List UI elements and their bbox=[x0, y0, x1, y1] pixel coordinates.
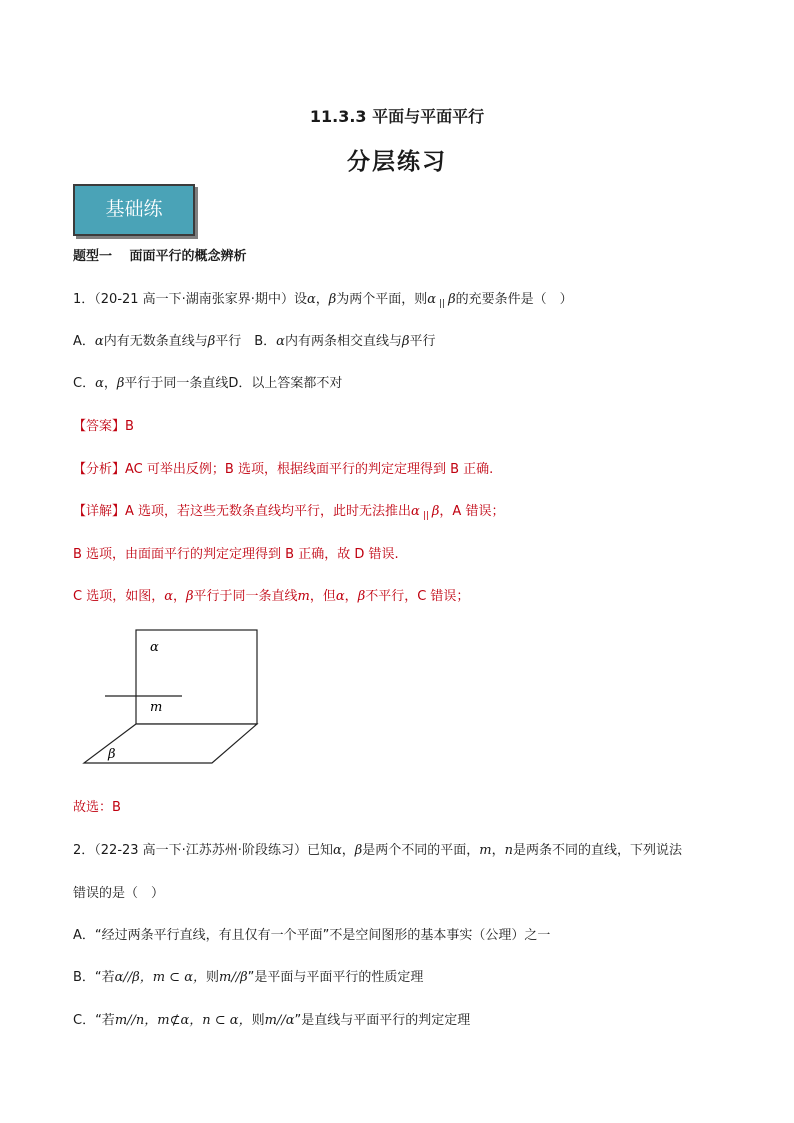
level-badge: 基础练 bbox=[73, 184, 195, 236]
q2-stem: 2．（22-23 高一下·江苏苏州·阶段练习）已知α，β是两个不同的平面，m，n是两条不同的直线，下列说法 bbox=[73, 843, 683, 858]
question-type-name: 面面平行的概念辨析 bbox=[129, 249, 247, 264]
q1-analysis: 【分析】AC 可举出反例；B 选项，根据线面平行的判定定理得到 B 正确. bbox=[73, 462, 494, 477]
q2-stem-line2: 错误的是（ ） bbox=[73, 886, 165, 901]
figure-m-label: m bbox=[150, 700, 163, 715]
q1-options-cd: C．α，β平行于同一条直线D．以上答案都不对 bbox=[73, 376, 343, 391]
q1-detail-b: B 选项，由面面平行的判定定理得到 B 正确，故 D 错误. bbox=[73, 547, 399, 562]
planes-figure bbox=[70, 620, 270, 770]
q1-choose: 故选：B bbox=[73, 800, 121, 815]
figure-alpha-label: α bbox=[150, 640, 159, 655]
q1-answer: 【答案】B bbox=[73, 419, 134, 434]
page-subtitle: 分层练习 bbox=[347, 149, 447, 175]
q2-option-b: B．“若α//β，m ⊂ α，则m//β”是平面与平面平行的性质定理 bbox=[73, 970, 424, 985]
question-type-heading bbox=[73, 245, 247, 264]
q2-option-a: A．“经过两条平行直线，有且仅有一个平面”不是空间图形的基本事实（公理）之一 bbox=[73, 928, 551, 943]
q1-detail-a: 【详解】A 选项，若这些无数条直线均平行，此时无法推出α $_{||}$ β，A 错误； bbox=[73, 504, 505, 521]
q1-options-ab: A．α内有无数条直线与β平行 B．α内有两条相交直线与β平行 bbox=[73, 334, 436, 349]
q1-stem: 1．（20-21 高一下·湖南张家界·期中）设α，β为两个平面，则α $_{||}$ β的充要条件是（ ） bbox=[73, 292, 573, 309]
page-title: 11.3.3 平面与平面平行 bbox=[309, 107, 485, 126]
question-type-label: 题型一 bbox=[73, 249, 113, 264]
figure-beta-label: β bbox=[108, 747, 116, 762]
q2-option-c: C．“若m//n，m⊄α，n ⊂ α，则m//α”是直线与平面平行的判定定理 bbox=[73, 1013, 471, 1028]
q1-detail-c: C 选项，如图，α，β平行于同一条直线m，但α，β不平行，C 错误； bbox=[73, 589, 470, 604]
